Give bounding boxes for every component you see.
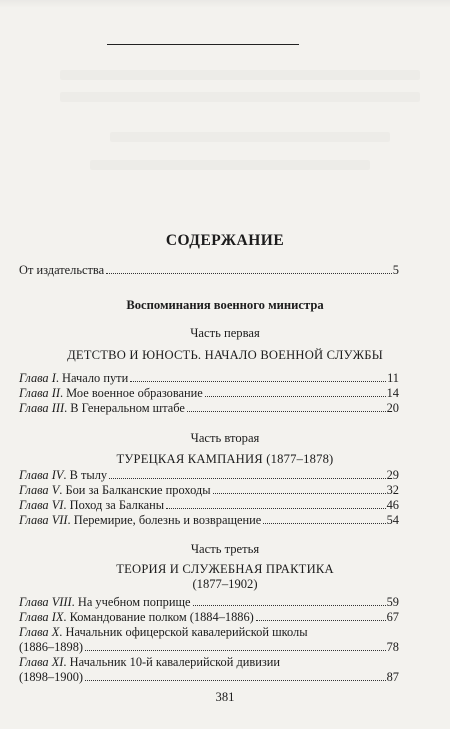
show-through (90, 160, 370, 170)
toc-page-number: 54 (386, 513, 399, 527)
toc-entry-chapter[interactable] (19, 370, 399, 386)
part-title: ТЕОРИЯ И СЛУЖЕБНАЯ ПРАКТИКА (116, 562, 334, 576)
toc-entry-chapter-line2[interactable] (19, 669, 399, 685)
toc-page-number: 87 (386, 670, 399, 684)
leader-dots (85, 650, 386, 651)
chapter-number: Глава X (19, 625, 60, 639)
chapter-title: . Поход за Балканы (63, 498, 165, 512)
chapter-title: . Бои за Балканские проходы (59, 483, 211, 497)
toc-entry-chapter[interactable] (19, 400, 399, 416)
toc-page-number: 59 (386, 595, 399, 609)
toc-entry-publisher[interactable] (19, 262, 399, 278)
leader-dots (263, 523, 385, 524)
chapter-title: . Начало пути (55, 371, 129, 385)
chapter-number: Глава IV (19, 468, 64, 482)
part-label: Часть вторая (190, 431, 260, 445)
show-through (60, 92, 420, 102)
leader-dots (130, 381, 386, 382)
chapter-number: Глава III (19, 401, 65, 415)
chapter-title: . В Генеральном штабе (64, 401, 185, 415)
toc-page-number: 46 (386, 498, 399, 512)
toc-page-number: 67 (386, 610, 399, 624)
leader-dots (193, 605, 386, 606)
toc-entry-chapter[interactable] (19, 497, 399, 513)
chapter-number: Глава II (19, 386, 60, 400)
leader-dots (187, 411, 386, 412)
toc-entry-chapter-line2[interactable] (19, 639, 399, 655)
toc-page-number: 5 (392, 263, 399, 277)
chapter-number: Глава VI (19, 498, 64, 512)
toc-entry-chapter[interactable] (19, 385, 399, 401)
chapter-number: Глава IX (19, 610, 64, 624)
toc-entry-chapter[interactable] (19, 594, 399, 610)
chapter-title: . Командование полком (1884–1886) (63, 610, 254, 624)
contents-heading: СОДЕРЖАНИЕ (165, 232, 285, 249)
toc-entry-label: От издательства (19, 263, 105, 277)
toc-page-number: 11 (387, 371, 399, 385)
chapter-number: Глава V (19, 483, 60, 497)
leader-dots (205, 396, 386, 397)
toc-page-number: 20 (386, 401, 399, 415)
chapter-number: Глава XI (19, 655, 64, 669)
leader-dots (213, 493, 386, 494)
part-label: Часть первая (190, 326, 260, 340)
chapter-title: . Мое военное образование (59, 386, 203, 400)
toc-entry-chapter-line1[interactable] (19, 624, 399, 640)
chapter-years: (1898–1900) (19, 670, 84, 684)
toc-page-number: 78 (386, 640, 399, 654)
page-number-footer: 381 (215, 690, 235, 704)
top-rule (107, 44, 299, 45)
toc-page-number: 29 (386, 468, 399, 482)
chapter-number: Глава VII (19, 513, 68, 527)
chapter-title: . Перемирие, болезнь и возвращение (67, 513, 262, 527)
leader-dots (166, 508, 386, 509)
toc-entry-chapter[interactable] (19, 482, 399, 498)
toc-page-number: 32 (386, 483, 399, 497)
chapter-years: (1886–1898) (19, 640, 84, 654)
show-through (60, 70, 420, 80)
page-shadow (0, 0, 450, 8)
toc-entry-chapter[interactable] (19, 609, 399, 625)
toc-entry-chapter[interactable] (19, 512, 399, 528)
part-years: (1877–1902) (192, 577, 258, 591)
toc-entry-chapter-line1[interactable] (19, 654, 399, 670)
chapter-number: Глава VIII (19, 595, 72, 609)
part-label: Часть третья (190, 542, 260, 556)
toc-page-number: 14 (386, 386, 399, 400)
book-title: Воспоминания военного министра (126, 298, 324, 312)
show-through (110, 132, 390, 142)
leader-dots (256, 620, 386, 621)
chapter-title: . В тылу (63, 468, 108, 482)
chapter-title: . Начальник офицерской кавалерийской школы (59, 625, 308, 639)
chapter-number: Глава I (19, 371, 56, 385)
chapter-title: . Начальник 10-й кавалерийской дивизии (63, 655, 281, 669)
leader-dots (106, 273, 392, 274)
leader-dots (85, 680, 386, 681)
part-title: ДЕТСТВО И ЮНОСТЬ. НАЧАЛО ВОЕННОЙ СЛУЖБЫ (67, 348, 383, 362)
part-title: ТУРЕЦКАЯ КАМПАНИЯ (1877–1878) (116, 452, 334, 466)
leader-dots (109, 478, 386, 479)
chapter-title: . На учебном поприще (71, 595, 191, 609)
toc-entry-chapter[interactable] (19, 467, 399, 483)
